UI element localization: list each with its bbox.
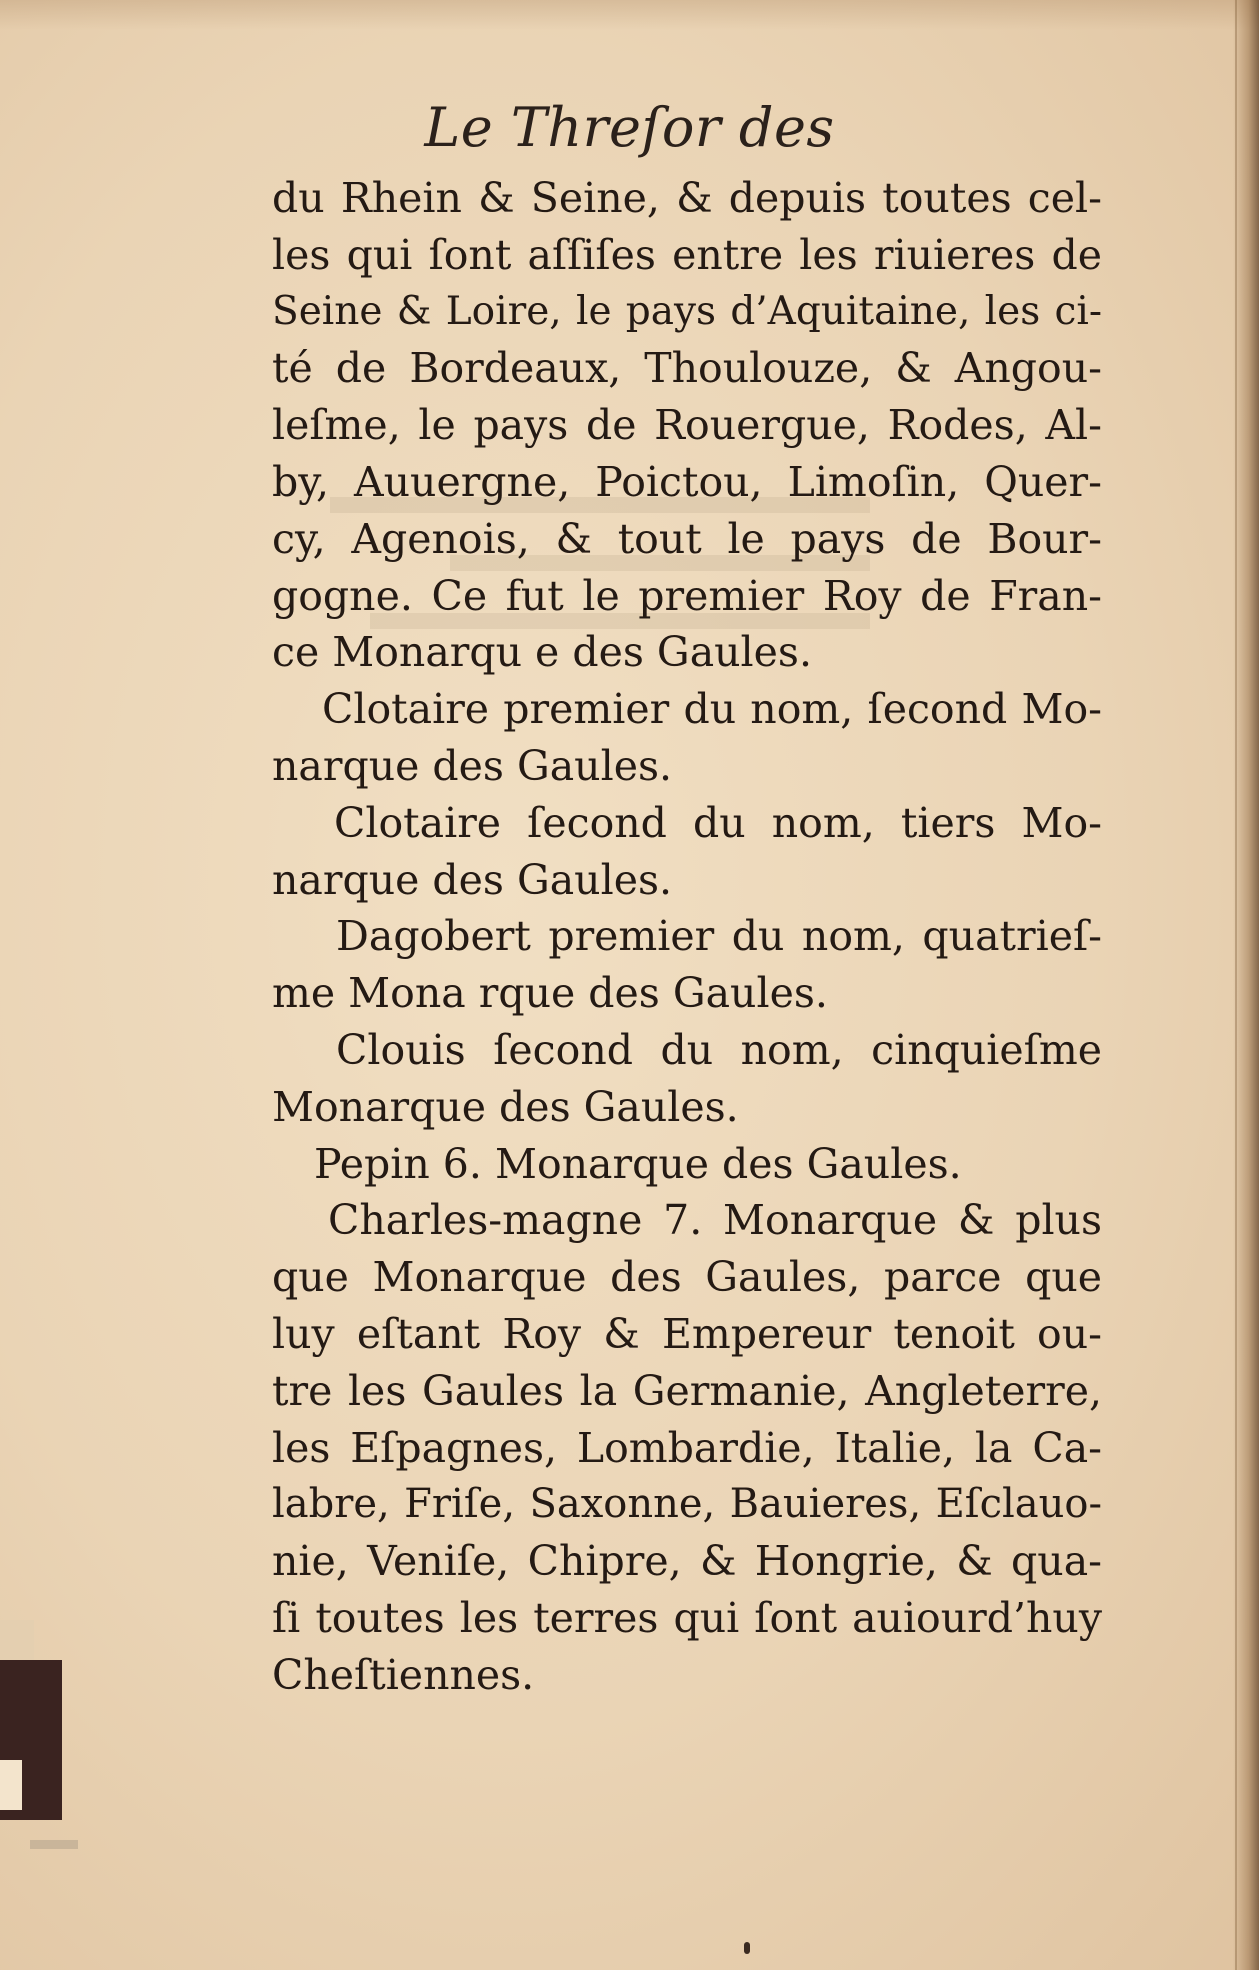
- text-line: Charles-magne 7. Monarque & plus: [328, 1196, 1102, 1245]
- running-head: Le Threſor des: [424, 96, 835, 159]
- text-line: tre les Gaules la Germanie, Angleterre,: [272, 1366, 1102, 1415]
- text-line: ce Monarqu e des Gaules.: [272, 628, 812, 677]
- text-line: Clotaire ſecond du nom, tiers Mo-: [334, 798, 1102, 847]
- ink-speck: [744, 1942, 750, 1954]
- binding-notch: [0, 1760, 22, 1810]
- page-top-shading: [0, 0, 1259, 30]
- text-line: Clotaire premier du nom, ſecond Mo-: [322, 685, 1102, 734]
- page-fold-line: [1235, 0, 1237, 1970]
- text-line: leſme, le pays de Rouergue, Rodes, Al-: [272, 401, 1102, 450]
- text-line: me Mona rque des Gaules.: [272, 969, 828, 1018]
- body-text: [272, 170, 1102, 1704]
- text-line: luy eſtant Roy & Empereur tenoit ou-: [272, 1309, 1102, 1358]
- text-line: Monarque des Gaules.: [272, 1082, 739, 1131]
- text-line: narque des Gaules.: [272, 741, 673, 790]
- text-line: du Rhein & Seine, & depuis toutes cel-: [272, 174, 1102, 222]
- text-line: Dagobert premier du nom, quatrieſ-: [336, 912, 1102, 961]
- text-line: labre, Friſe, Saxonne, Bauieres, Eſclauo-: [272, 1481, 1102, 1528]
- text-line: les qui ſont aſſiſes entre les riuieres de: [272, 230, 1102, 279]
- text-line: Clouis ſecond du nom, cinquieſme: [336, 1025, 1102, 1074]
- text-line: gogne. Ce fut le premier Roy de Fran-: [272, 571, 1102, 620]
- text-line: narque des Gaules.: [272, 855, 673, 904]
- text-line: by, Auuergne, Poictou, Limoſin, Quer-: [272, 457, 1102, 506]
- text-line: Seine & Loire, le pays d’Aquitaine, les ci-: [272, 288, 1102, 334]
- text-line: nie, Veniſe, Chipre, & Hongrie, & qua-: [272, 1537, 1102, 1586]
- text-line: que Monarque des Gaules, parce que: [272, 1253, 1102, 1302]
- text-line: Pepin 6. Monarque des Gaules.: [314, 1139, 962, 1188]
- binding-strip: [30, 1840, 78, 1849]
- text-line: les Eſpagnes, Lombardie, Italie, la Ca-: [272, 1423, 1102, 1472]
- text-line: Cheſtiennes.: [272, 1650, 535, 1699]
- text-line: té de Bordeaux, Thoulouze, & Angou-: [272, 344, 1102, 393]
- text-line: cy, Agenois, & tout le pays de Bour-: [272, 514, 1102, 563]
- text-line: ſi toutes les terres qui ſont auiourd’huy: [272, 1593, 1102, 1642]
